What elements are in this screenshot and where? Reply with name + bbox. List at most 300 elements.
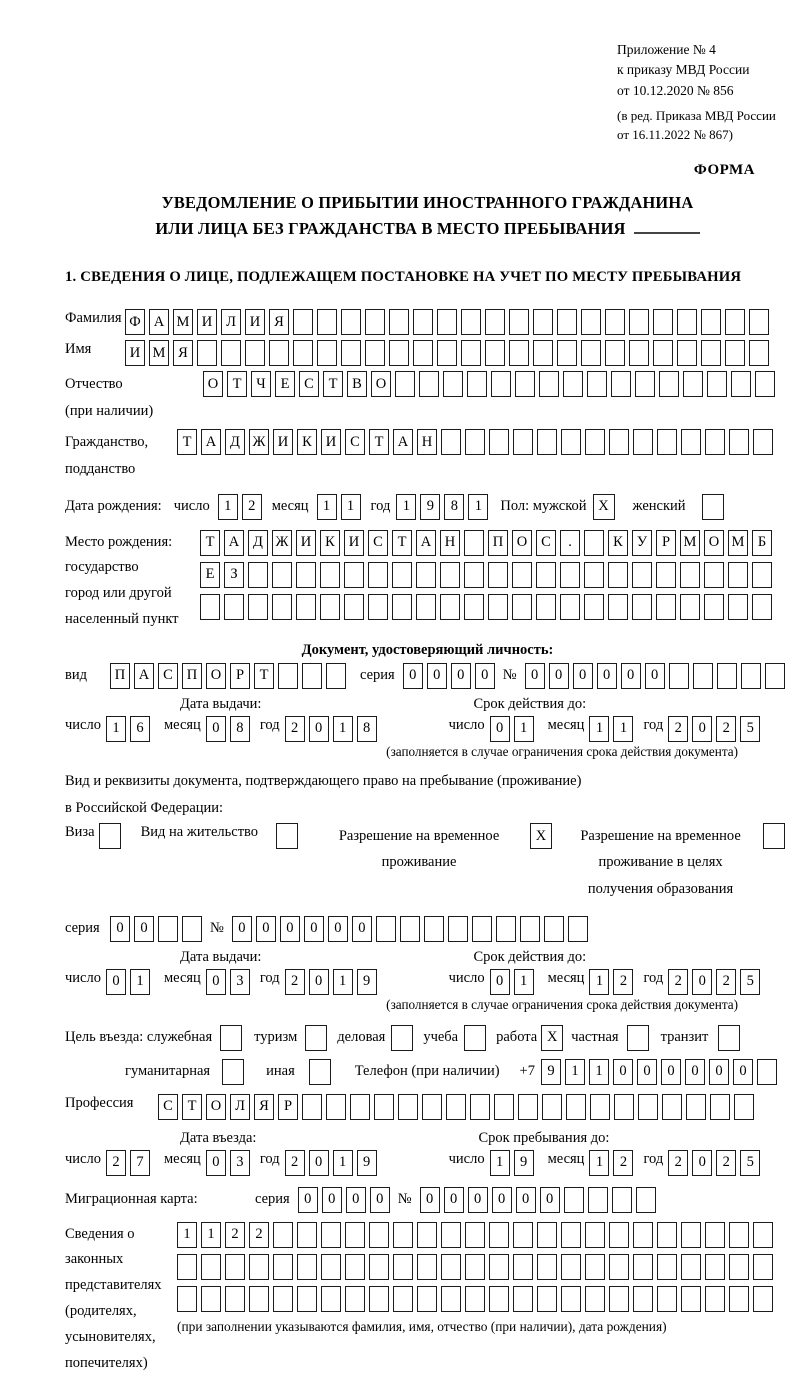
representative-cell[interactable] [633, 1286, 653, 1312]
representative-cell[interactable] [585, 1222, 605, 1248]
birthplace-cell[interactable] [584, 530, 604, 556]
phone-cell[interactable]: 1 [565, 1059, 585, 1085]
citizenship-cell[interactable] [465, 429, 485, 455]
given-name-cell[interactable] [581, 340, 601, 366]
entry-year-cell[interactable]: 9 [357, 1150, 377, 1176]
profession-cell[interactable] [302, 1094, 322, 1120]
profession-cell[interactable] [734, 1094, 754, 1120]
given-name-cell[interactable] [653, 340, 673, 366]
representative-cell[interactable] [393, 1286, 413, 1312]
surname-cell[interactable] [629, 309, 649, 335]
stay-year-cell[interactable]: 5 [740, 1150, 760, 1176]
doc-series-cell[interactable]: 0 [427, 663, 447, 689]
doc-type-cell[interactable]: Р [230, 663, 250, 689]
citizenship-cell[interactable] [609, 429, 629, 455]
birth-year-cell[interactable]: 1 [468, 494, 488, 520]
phone-cell[interactable]: 0 [661, 1059, 681, 1085]
birth-year-cell[interactable]: 8 [444, 494, 464, 520]
temp-residence-checkbox[interactable]: X [530, 823, 552, 849]
surname-cell[interactable] [701, 309, 721, 335]
doc-issue-year-cell[interactable]: 2 [285, 716, 305, 742]
citizenship-cell[interactable] [681, 429, 701, 455]
profession-cell[interactable]: С [158, 1094, 178, 1120]
doc-type-cell[interactable]: А [134, 663, 154, 689]
entry-month-cell[interactable]: 0 [206, 1150, 226, 1176]
birthplace-cell[interactable] [440, 594, 460, 620]
citizenship-cell[interactable]: И [273, 429, 293, 455]
representative-cell[interactable] [489, 1254, 509, 1280]
purpose-study-checkbox[interactable] [464, 1025, 486, 1051]
citizenship-cell[interactable]: Ж [249, 429, 269, 455]
birthplace-cell[interactable] [200, 594, 220, 620]
patronymic-cell[interactable] [635, 371, 655, 397]
given-name-cell[interactable] [365, 340, 385, 366]
birth-month-cell[interactable]: 1 [341, 494, 361, 520]
doc-valid-month-cell[interactable]: 1 [613, 716, 633, 742]
profession-cell[interactable]: Я [254, 1094, 274, 1120]
surname-cell[interactable]: Л [221, 309, 241, 335]
migration-number-cell[interactable]: 0 [516, 1187, 536, 1213]
citizenship-cell[interactable] [561, 429, 581, 455]
profession-cell[interactable] [590, 1094, 610, 1120]
residence-issue-day-cell[interactable]: 1 [130, 969, 150, 995]
residence-issue-month-cell[interactable]: 3 [230, 969, 250, 995]
doc-number-cell[interactable] [669, 663, 689, 689]
sex-female-checkbox[interactable] [702, 494, 724, 520]
patronymic-cell[interactable] [443, 371, 463, 397]
representative-cell[interactable] [633, 1222, 653, 1248]
residence-number-cell[interactable] [472, 916, 492, 942]
given-name-cell[interactable] [749, 340, 769, 366]
doc-valid-day-cell[interactable]: 0 [490, 716, 510, 742]
representative-cell[interactable] [441, 1254, 461, 1280]
birthplace-cell[interactable] [584, 594, 604, 620]
residence-number-cell[interactable] [496, 916, 516, 942]
citizenship-cell[interactable]: Д [225, 429, 245, 455]
phone-cell[interactable]: 0 [613, 1059, 633, 1085]
birthplace-cell[interactable] [344, 594, 364, 620]
birthplace-cell[interactable] [320, 594, 340, 620]
migration-series-cell[interactable]: 0 [322, 1187, 342, 1213]
birthplace-cell[interactable] [248, 594, 268, 620]
birthplace-cell[interactable]: И [296, 530, 316, 556]
doc-number-cell[interactable] [741, 663, 761, 689]
purpose-humanitarian-checkbox[interactable] [222, 1059, 244, 1085]
surname-cell[interactable] [509, 309, 529, 335]
representative-cell[interactable] [441, 1286, 461, 1312]
birthplace-cell[interactable] [464, 594, 484, 620]
representative-cell[interactable] [705, 1254, 725, 1280]
birthplace-cell[interactable] [560, 562, 580, 588]
profession-cell[interactable] [494, 1094, 514, 1120]
given-name-cell[interactable] [317, 340, 337, 366]
migration-series-cell[interactable]: 0 [370, 1187, 390, 1213]
profession-cell[interactable] [662, 1094, 682, 1120]
citizenship-cell[interactable]: А [393, 429, 413, 455]
birthplace-cell[interactable] [416, 594, 436, 620]
migration-number-cell[interactable] [636, 1187, 656, 1213]
birthplace-cell[interactable]: О [512, 530, 532, 556]
citizenship-cell[interactable] [657, 429, 677, 455]
doc-series-cell[interactable]: 0 [475, 663, 495, 689]
sex-male-checkbox[interactable]: X [593, 494, 615, 520]
birthplace-cell[interactable]: П [488, 530, 508, 556]
profession-cell[interactable] [710, 1094, 730, 1120]
doc-number-cell[interactable]: 0 [573, 663, 593, 689]
profession-cell[interactable] [638, 1094, 658, 1120]
purpose-other-checkbox[interactable] [309, 1059, 331, 1085]
birthplace-cell[interactable] [728, 594, 748, 620]
profession-cell[interactable] [374, 1094, 394, 1120]
patronymic-cell[interactable]: Т [323, 371, 343, 397]
surname-cell[interactable] [485, 309, 505, 335]
migration-number-cell[interactable] [612, 1187, 632, 1213]
stay-day-cell[interactable]: 9 [514, 1150, 534, 1176]
birthplace-cell[interactable] [704, 594, 724, 620]
doc-valid-year-cell[interactable]: 2 [668, 716, 688, 742]
birthplace-cell[interactable]: И [344, 530, 364, 556]
representative-cell[interactable] [393, 1222, 413, 1248]
birthplace-cell[interactable] [224, 594, 244, 620]
doc-type-cell[interactable]: С [158, 663, 178, 689]
patronymic-cell[interactable]: С [299, 371, 319, 397]
doc-type-cell[interactable] [302, 663, 322, 689]
given-name-cell[interactable] [197, 340, 217, 366]
entry-month-cell[interactable]: 3 [230, 1150, 250, 1176]
birthplace-cell[interactable]: Р [656, 530, 676, 556]
given-name-cell[interactable]: И [125, 340, 145, 366]
residence-series-cell[interactable] [158, 916, 178, 942]
birthplace-cell[interactable] [584, 562, 604, 588]
birthplace-cell[interactable]: К [320, 530, 340, 556]
birthplace-cell[interactable] [488, 594, 508, 620]
residence-valid-month-cell[interactable]: 1 [589, 969, 609, 995]
doc-issue-year-cell[interactable]: 1 [333, 716, 353, 742]
residence-issue-year-cell[interactable]: 0 [309, 969, 329, 995]
birthplace-cell[interactable] [632, 562, 652, 588]
representative-cell[interactable] [465, 1286, 485, 1312]
citizenship-cell[interactable]: А [201, 429, 221, 455]
birthplace-cell[interactable] [560, 594, 580, 620]
doc-valid-year-cell[interactable]: 5 [740, 716, 760, 742]
doc-type-cell[interactable] [278, 663, 298, 689]
birthplace-cell[interactable]: Т [392, 530, 412, 556]
birthplace-cell[interactable] [680, 594, 700, 620]
representative-cell[interactable] [513, 1254, 533, 1280]
representative-cell[interactable] [561, 1222, 581, 1248]
representative-cell[interactable] [537, 1222, 557, 1248]
representative-cell[interactable] [297, 1286, 317, 1312]
representative-cell[interactable] [681, 1254, 701, 1280]
residence-issue-year-cell[interactable]: 2 [285, 969, 305, 995]
residence-number-cell[interactable] [544, 916, 564, 942]
profession-cell[interactable]: Л [230, 1094, 250, 1120]
doc-number-cell[interactable] [717, 663, 737, 689]
patronymic-cell[interactable] [707, 371, 727, 397]
surname-cell[interactable]: М [173, 309, 193, 335]
given-name-cell[interactable] [293, 340, 313, 366]
representative-cell[interactable] [273, 1222, 293, 1248]
citizenship-cell[interactable]: Т [369, 429, 389, 455]
patronymic-cell[interactable] [395, 371, 415, 397]
surname-cell[interactable] [341, 309, 361, 335]
surname-cell[interactable] [317, 309, 337, 335]
migration-number-cell[interactable]: 0 [420, 1187, 440, 1213]
representative-cell[interactable] [681, 1286, 701, 1312]
citizenship-cell[interactable]: К [297, 429, 317, 455]
birthplace-cell[interactable] [536, 562, 556, 588]
entry-day-cell[interactable]: 7 [130, 1150, 150, 1176]
birthplace-cell[interactable]: У [632, 530, 652, 556]
representative-cell[interactable] [321, 1222, 341, 1248]
stay-year-cell[interactable]: 0 [692, 1150, 712, 1176]
representative-cell[interactable] [513, 1286, 533, 1312]
representative-cell[interactable] [273, 1286, 293, 1312]
profession-cell[interactable] [566, 1094, 586, 1120]
citizenship-cell[interactable] [753, 429, 773, 455]
surname-cell[interactable]: А [149, 309, 169, 335]
given-name-cell[interactable] [533, 340, 553, 366]
doc-number-cell[interactable]: 0 [597, 663, 617, 689]
representative-cell[interactable] [417, 1254, 437, 1280]
representative-cell[interactable] [657, 1286, 677, 1312]
residence-issue-year-cell[interactable]: 9 [357, 969, 377, 995]
purpose-business-checkbox[interactable] [391, 1025, 413, 1051]
birthplace-cell[interactable] [248, 562, 268, 588]
representative-cell[interactable] [633, 1254, 653, 1280]
phone-cell[interactable]: 9 [541, 1059, 561, 1085]
surname-cell[interactable] [389, 309, 409, 335]
representative-cell[interactable] [537, 1254, 557, 1280]
representative-cell[interactable]: 1 [177, 1222, 197, 1248]
representative-cell[interactable] [345, 1222, 365, 1248]
representative-cell[interactable] [729, 1254, 749, 1280]
representative-cell[interactable] [321, 1286, 341, 1312]
birthplace-cell[interactable] [536, 594, 556, 620]
residence-issue-month-cell[interactable]: 0 [206, 969, 226, 995]
stay-month-cell[interactable]: 1 [589, 1150, 609, 1176]
birth-year-cell[interactable]: 9 [420, 494, 440, 520]
given-name-cell[interactable] [269, 340, 289, 366]
residence-number-cell[interactable] [424, 916, 444, 942]
representative-cell[interactable] [465, 1254, 485, 1280]
phone-cell[interactable]: 0 [637, 1059, 657, 1085]
birthplace-cell[interactable]: М [728, 530, 748, 556]
purpose-work-checkbox[interactable]: X [541, 1025, 563, 1051]
representative-cell[interactable] [369, 1286, 389, 1312]
residence-number-cell[interactable] [376, 916, 396, 942]
birthplace-cell[interactable]: З [224, 562, 244, 588]
given-name-cell[interactable]: М [149, 340, 169, 366]
birthplace-cell[interactable] [464, 562, 484, 588]
migration-number-cell[interactable]: 0 [468, 1187, 488, 1213]
given-name-cell[interactable] [701, 340, 721, 366]
birthplace-cell[interactable] [272, 594, 292, 620]
birthplace-cell[interactable]: А [416, 530, 436, 556]
representative-cell[interactable] [729, 1222, 749, 1248]
surname-cell[interactable] [605, 309, 625, 335]
representative-cell[interactable] [417, 1286, 437, 1312]
surname-cell[interactable]: И [197, 309, 217, 335]
citizenship-cell[interactable] [705, 429, 725, 455]
birthplace-cell[interactable] [632, 594, 652, 620]
representative-cell[interactable] [657, 1222, 677, 1248]
residence-series-cell[interactable] [182, 916, 202, 942]
citizenship-cell[interactable]: С [345, 429, 365, 455]
representative-cell[interactable] [177, 1254, 197, 1280]
citizenship-cell[interactable]: И [321, 429, 341, 455]
surname-cell[interactable] [461, 309, 481, 335]
representative-cell[interactable] [705, 1222, 725, 1248]
residence-number-cell[interactable] [568, 916, 588, 942]
representative-cell[interactable] [609, 1286, 629, 1312]
citizenship-cell[interactable]: Т [177, 429, 197, 455]
residence-number-cell[interactable]: 0 [280, 916, 300, 942]
doc-type-cell[interactable]: О [206, 663, 226, 689]
given-name-cell[interactable]: Я [173, 340, 193, 366]
representative-cell[interactable] [753, 1254, 773, 1280]
doc-issue-day-cell[interactable]: 1 [106, 716, 126, 742]
profession-cell[interactable] [446, 1094, 466, 1120]
representative-cell[interactable] [561, 1254, 581, 1280]
citizenship-cell[interactable] [513, 429, 533, 455]
patronymic-cell[interactable] [659, 371, 679, 397]
migration-series-cell[interactable]: 0 [298, 1187, 318, 1213]
residence-number-cell[interactable]: 0 [256, 916, 276, 942]
patronymic-cell[interactable] [491, 371, 511, 397]
birthplace-cell[interactable]: С [536, 530, 556, 556]
birthplace-cell[interactable] [512, 594, 532, 620]
surname-cell[interactable]: И [245, 309, 265, 335]
given-name-cell[interactable] [677, 340, 697, 366]
residence-series-cell[interactable]: 0 [110, 916, 130, 942]
representative-cell[interactable] [585, 1254, 605, 1280]
surname-cell[interactable] [749, 309, 769, 335]
representative-cell[interactable]: 1 [201, 1222, 221, 1248]
patronymic-cell[interactable] [539, 371, 559, 397]
birthplace-cell[interactable] [752, 594, 772, 620]
purpose-transit-checkbox[interactable] [718, 1025, 740, 1051]
representative-cell[interactable] [705, 1286, 725, 1312]
doc-valid-month-cell[interactable]: 1 [589, 716, 609, 742]
surname-cell[interactable] [365, 309, 385, 335]
surname-cell[interactable] [533, 309, 553, 335]
given-name-cell[interactable] [557, 340, 577, 366]
purpose-private-checkbox[interactable] [627, 1025, 649, 1051]
representative-cell[interactable] [345, 1254, 365, 1280]
phone-cell[interactable]: 1 [589, 1059, 609, 1085]
patronymic-cell[interactable] [419, 371, 439, 397]
given-name-cell[interactable] [629, 340, 649, 366]
patronymic-cell[interactable] [683, 371, 703, 397]
birthplace-cell[interactable] [488, 562, 508, 588]
birthplace-cell[interactable] [608, 562, 628, 588]
profession-cell[interactable] [614, 1094, 634, 1120]
residence-issue-year-cell[interactable]: 1 [333, 969, 353, 995]
residence-number-cell[interactable]: 0 [232, 916, 252, 942]
doc-number-cell[interactable] [693, 663, 713, 689]
representative-cell[interactable] [753, 1286, 773, 1312]
given-name-cell[interactable] [389, 340, 409, 366]
birthplace-cell[interactable] [344, 562, 364, 588]
birthplace-cell[interactable] [704, 562, 724, 588]
citizenship-cell[interactable] [633, 429, 653, 455]
representative-cell[interactable] [297, 1254, 317, 1280]
birthplace-cell[interactable] [368, 594, 388, 620]
birthplace-cell[interactable]: А [224, 530, 244, 556]
birthplace-cell[interactable] [368, 562, 388, 588]
doc-series-cell[interactable]: 0 [451, 663, 471, 689]
entry-year-cell[interactable]: 0 [309, 1150, 329, 1176]
surname-cell[interactable] [677, 309, 697, 335]
birthplace-cell[interactable] [440, 562, 460, 588]
residence-issue-day-cell[interactable]: 0 [106, 969, 126, 995]
profession-cell[interactable]: Т [182, 1094, 202, 1120]
residence-permit-checkbox[interactable] [276, 823, 298, 849]
visa-checkbox[interactable] [99, 823, 121, 849]
birthplace-cell[interactable] [392, 594, 412, 620]
patronymic-cell[interactable] [587, 371, 607, 397]
representative-cell[interactable] [225, 1254, 245, 1280]
representative-cell[interactable] [225, 1286, 245, 1312]
residence-valid-month-cell[interactable]: 2 [613, 969, 633, 995]
birthplace-cell[interactable] [464, 530, 484, 556]
representative-cell[interactable] [465, 1222, 485, 1248]
representative-cell[interactable] [297, 1222, 317, 1248]
patronymic-cell[interactable] [515, 371, 535, 397]
profession-cell[interactable] [542, 1094, 562, 1120]
profession-cell[interactable] [470, 1094, 490, 1120]
migration-number-cell[interactable]: 0 [444, 1187, 464, 1213]
migration-number-cell[interactable] [564, 1187, 584, 1213]
patronymic-cell[interactable]: Т [227, 371, 247, 397]
given-name-cell[interactable] [725, 340, 745, 366]
residence-number-cell[interactable] [448, 916, 468, 942]
doc-number-cell[interactable] [765, 663, 785, 689]
doc-number-cell[interactable]: 0 [645, 663, 665, 689]
given-name-cell[interactable] [221, 340, 241, 366]
surname-cell[interactable] [557, 309, 577, 335]
representative-cell[interactable] [369, 1222, 389, 1248]
representative-cell[interactable] [345, 1286, 365, 1312]
doc-type-cell[interactable]: Т [254, 663, 274, 689]
citizenship-cell[interactable] [441, 429, 461, 455]
stay-year-cell[interactable]: 2 [716, 1150, 736, 1176]
residence-number-cell[interactable] [400, 916, 420, 942]
residence-series-cell[interactable]: 0 [134, 916, 154, 942]
doc-number-cell[interactable]: 0 [525, 663, 545, 689]
doc-series-cell[interactable]: 0 [403, 663, 423, 689]
birthplace-cell[interactable] [608, 594, 628, 620]
representative-cell[interactable] [249, 1254, 269, 1280]
representative-cell[interactable] [513, 1222, 533, 1248]
birthplace-cell[interactable] [296, 562, 316, 588]
representative-cell[interactable] [729, 1286, 749, 1312]
representative-cell[interactable] [273, 1254, 293, 1280]
doc-issue-day-cell[interactable]: 6 [130, 716, 150, 742]
residence-number-cell[interactable]: 0 [352, 916, 372, 942]
doc-issue-month-cell[interactable]: 8 [230, 716, 250, 742]
phone-cell[interactable]: 0 [733, 1059, 753, 1085]
surname-cell[interactable]: Ф [125, 309, 145, 335]
profession-cell[interactable] [422, 1094, 442, 1120]
representative-cell[interactable] [657, 1254, 677, 1280]
birthplace-cell[interactable]: Б [752, 530, 772, 556]
patronymic-cell[interactable]: О [371, 371, 391, 397]
birthplace-cell[interactable]: С [368, 530, 388, 556]
birthplace-cell[interactable]: К [608, 530, 628, 556]
doc-valid-day-cell[interactable]: 1 [514, 716, 534, 742]
